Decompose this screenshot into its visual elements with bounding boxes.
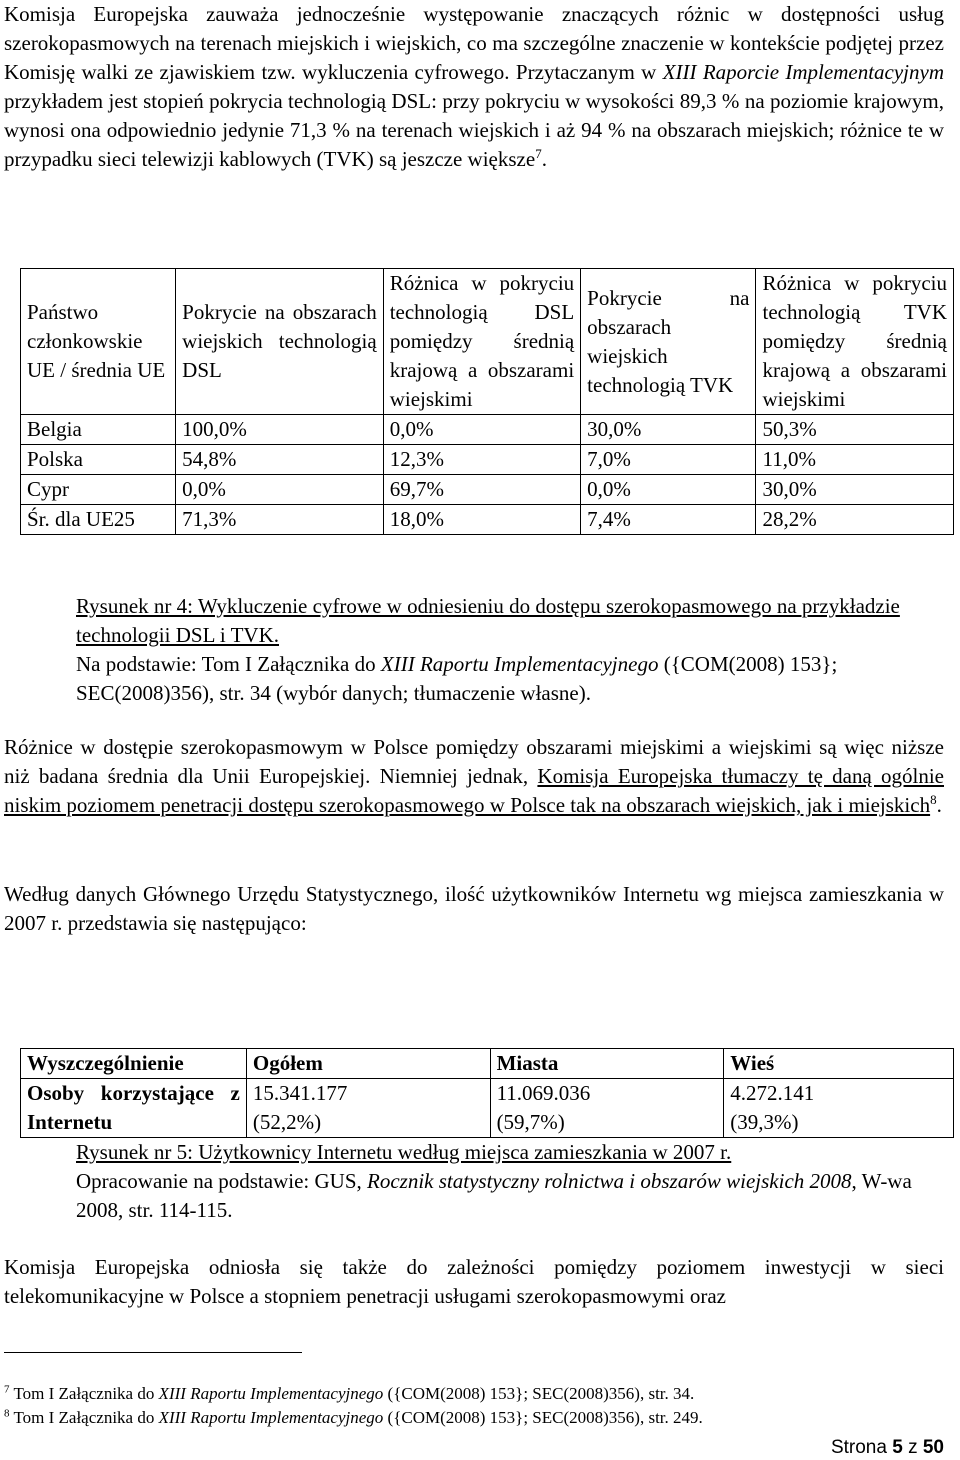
col-header-dsl-diff: Różnica w pokryciu technologią DSL pomiędzy średnią krajową a obszarami wiejskimi (383, 269, 580, 415)
table-row (21, 445, 954, 475)
footnote-text-rest: ({COM(2008) 153}; SEC(2008)356), str. 249. (383, 1408, 703, 1427)
figure-4-source-rest: ({COM(2008) 153}; SEC(2008)356), str. 34 (wybór danych; tłumaczenie własne). (76, 652, 838, 705)
cell-percent: (39,3%) (730, 1110, 799, 1134)
footnote-number: 8 (4, 1407, 10, 1420)
table-cell: 12,3% (383, 445, 580, 475)
page-number-separator: z (902, 1437, 923, 1458)
page-number-current: 5 (892, 1437, 903, 1458)
table-cell: 28,2% (756, 505, 954, 535)
footnote-text-rest: ({COM(2008) 153}; SEC(2008)356), str. 34. (383, 1384, 695, 1403)
internet-users-table (20, 1048, 954, 1138)
table-cell: 50,3% (756, 415, 954, 445)
figure-5-source-rest: , W-wa 2008, str. 114-115. (76, 1169, 912, 1222)
dsl-tvk-coverage-table (20, 268, 954, 535)
table-cell: 71,3% (176, 505, 384, 535)
para1-line3: kontekście podjętej przez Komisję walki ze zjawiskiem tzw. wykluczenia cyfrowego. (4, 31, 944, 84)
table-header-row (21, 1049, 954, 1079)
table-row (21, 415, 954, 445)
paragraph-3: Według danych Głównego Urzędu Statystycznego, ilość użytkowników Internetu wg miejsca zamieszkania w 2007 r. przedstawia się następująco: (4, 882, 944, 935)
para1-line2: usług szerokopasmowych na terenach miejskich i wiejskich, co ma szczególne znaczenie w (4, 2, 944, 55)
footnote-text: Tom I Załącznika do (9, 1384, 159, 1403)
cell-value: 15.341.177 (252, 1081, 348, 1105)
figure-4-source-text: Na podstawie: Tom I Załącznika do (76, 652, 381, 676)
cell-value: 4.272.141 (730, 1081, 815, 1105)
table-cell: 0,0% (383, 415, 580, 445)
col-header-tvk-diff: Różnica w pokryciu technologią TVK pomiędzy średnią krajową a obszarami wiejskimi (756, 269, 954, 415)
table-cell: Polska (21, 445, 176, 475)
row-label: Osoby korzystające z Internetu (21, 1079, 247, 1138)
para1-text: Przytaczanym w (509, 60, 663, 84)
col-header: Ogółem (246, 1049, 490, 1079)
paragraph-2 (4, 733, 944, 820)
table-cell: 54,8% (176, 445, 384, 475)
figure-5-title: Rysunek nr 5: Użytkownicy Internetu według miejsca zamieszkania w 2007 r. (76, 1140, 732, 1164)
col-header-country: Państwo członkowskie UE / średnia UE (21, 269, 176, 415)
figure-5-source-text: Opracowanie na podstawie: GUS, (76, 1169, 368, 1193)
table-cell: 18,0% (383, 505, 580, 535)
table-cell: 30,0% (581, 415, 756, 445)
col-header: Miasta (490, 1049, 724, 1079)
figure-4-source-italic: XIII Raportu Implementacyjnego (380, 652, 659, 676)
table-cell (246, 1079, 490, 1138)
para1-text-rest: przykładem jest stopień pokrycia technologią DSL: przy pokryciu w wysokości 89,3 % na poziomie krajowym, wynosi ona odpowiednio jedynie 71,3 % na terenach wiejskich i aż 94 % na obszarach miejskich; różnice te w przypadku sieci telewizji kablowych (TVK) są jeszcze większe (4, 89, 944, 171)
col-header-tvk-rural: Pokrycie na obszarach wiejskich technologią TVK (581, 269, 756, 415)
col-header: Wieś (724, 1049, 954, 1079)
para2-underlined: Komisja Europejska tłumaczy tę daną ogólnie niskim poziomem penetracji dostępu szerokopasmowego w Polsce tak na obszarach wiejskich, jak i miejskich (4, 764, 944, 817)
cell-value: 11.069.036 (496, 1081, 591, 1105)
table-cell: Śr. dla UE25 (21, 505, 176, 535)
footnote-italic: XIII Raportu Implementacyjnego (158, 1408, 384, 1427)
page-number (831, 1437, 944, 1459)
footnote-number: 7 (4, 1383, 10, 1396)
footnote-separator (4, 1352, 302, 1353)
table-cell: Belgia (21, 415, 176, 445)
footnote-ref-8[interactable]: 8 (930, 792, 937, 807)
figure-4-source (76, 650, 946, 708)
page-number-total: 50 (922, 1437, 944, 1458)
table-row (21, 1079, 954, 1138)
para1-end: . (541, 147, 547, 171)
report-title-italic: XIII Raporcie Implementacyjnym (662, 60, 944, 84)
footnote-italic: XIII Raportu Implementacyjnego (158, 1384, 384, 1403)
paragraph-1 (4, 0, 944, 174)
table-cell (490, 1079, 724, 1138)
para2-end: . (936, 793, 942, 817)
table-cell: 7,4% (581, 505, 756, 535)
table-cell: 0,0% (581, 475, 756, 505)
figure-4-caption (76, 592, 946, 708)
table-cell: 69,7% (383, 475, 580, 505)
table-cell: Cypr (21, 475, 176, 505)
para2-text: Różnice w dostępie szerokopasmowym w Polsce pomiędzy obszarami miejskimi a wiejskimi są więc niższe niż badana średnia dla Unii Europejskiej. Niemniej jednak, (4, 735, 944, 788)
footnote-ref-7[interactable]: 7 (535, 146, 542, 161)
cell-percent: (52,2%) (252, 1110, 322, 1134)
figure-5-source (76, 1167, 946, 1225)
table-cell: 100,0% (176, 415, 384, 445)
paragraph-4: Komisja Europejska odniosła się także do zależności pomiędzy poziomem inwestycji w sieci telekomunikacyjne w Polsce a stopniem penetracji usługami szerokopasmowymi oraz (4, 1255, 944, 1308)
figure-4-title: Rysunek nr 4: Wykluczenie cyfrowe w odniesieniu do dostępu szerokopasmowego na przykładzie technologii DSL i TVK. (76, 594, 900, 647)
footnote-text: Tom I Załącznika do (9, 1408, 159, 1427)
cell-percent: (59,7%) (496, 1110, 565, 1134)
table-cell: 11,0% (756, 445, 954, 475)
para1-line1: Komisja Europejska zauważa jednocześnie występowanie znaczących różnic w dostępności (4, 2, 881, 26)
table-cell (724, 1079, 954, 1138)
table-cell: 30,0% (756, 475, 954, 505)
col-header: Wyszczególnienie (21, 1049, 247, 1079)
table-row (21, 475, 954, 505)
figure-5-caption (76, 1138, 946, 1225)
table-cell: 7,0% (581, 445, 756, 475)
table-cell: 0,0% (176, 475, 384, 505)
figure-5-source-italic: Rocznik statystyczny rolnictwa i obszarów wiejskich 2008 (367, 1169, 852, 1193)
footnote-7 (4, 1383, 954, 1405)
footnote-8 (4, 1407, 954, 1429)
table-header-row (21, 269, 954, 415)
table-row (21, 505, 954, 535)
col-header-dsl-rural: Pokrycie na obszarach wiejskich technologią DSL (176, 269, 384, 415)
page-number-prefix: Strona (830, 1437, 893, 1458)
